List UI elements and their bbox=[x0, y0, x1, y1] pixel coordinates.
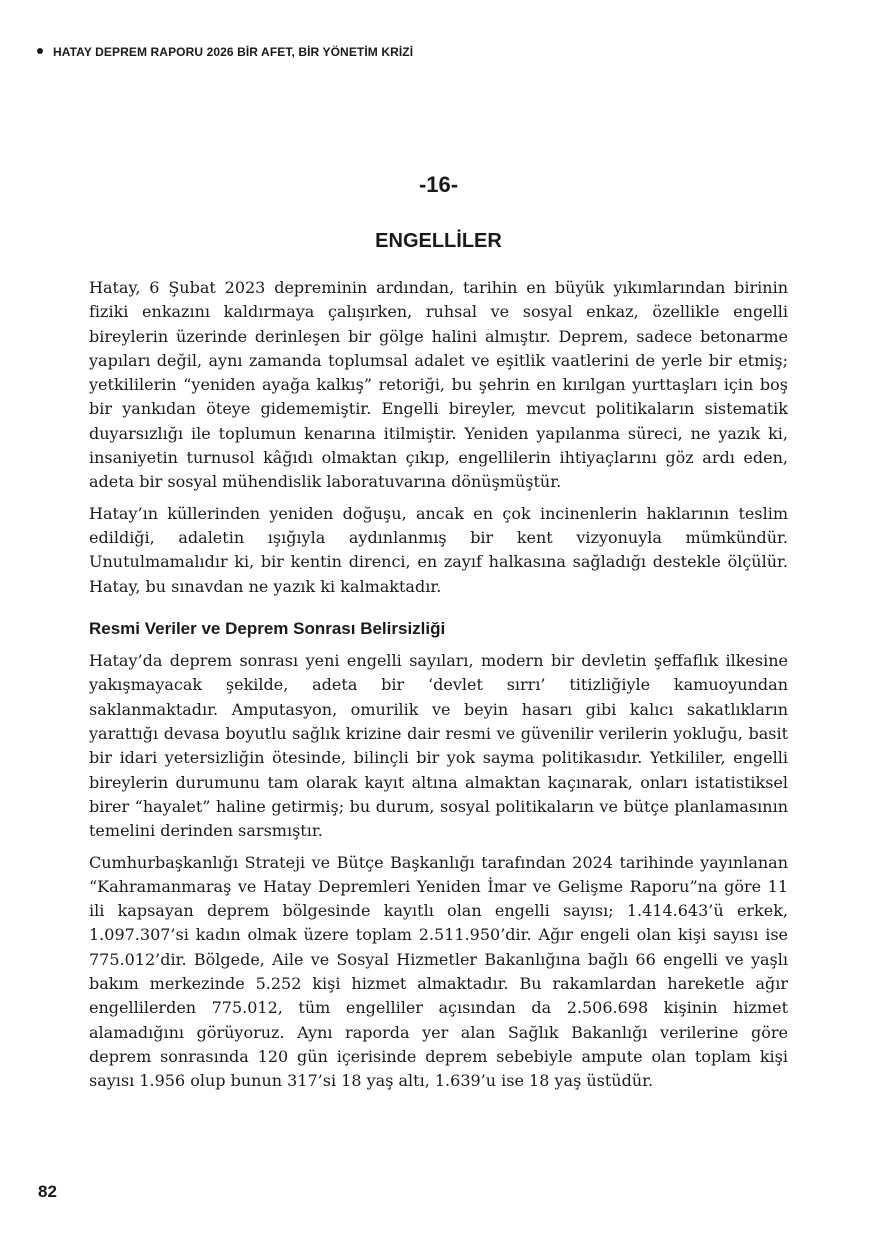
paragraph: Cumhurbaşkanlığı Strateji ve Bütçe Başkanlığı tarafından 2024 tarihinde yayınlanan “Kahramanmaraş ve Hatay Depremleri Yeniden İmar ve Gelişme Raporu”na göre 11 ili kapsayan deprem bölgesinde kayıtlı olan engelli sayısı; 1.414.643’ü erkek, 1.097.307’si kadın olmak üzere toplam 2.511.950’dir. Ağır engeli olan kişi sayısı ise 775.012’dir. Bölgede, Aile ve Sosyal Hizmetler Bakanlığına bağlı 66 engelli ve yaşlı bakım merkezinde 5.252 kişi hizmet almaktadır. Bu rakamlardan hareketle ağır engellilerden 775.012, tüm engelliler açısından da 2.506.698 kişinin hizmet alamadığını görüyoruz. Aynı raporda yer alan Sağlık Bakanlığı verilerine göre deprem sonrasında 120 gün içerisinde deprem sebebiyle ampute olan toplam kişi sayısı 1.956 olup bunun 317’si 18 yaş altı, 1.639’u ise 18 yaş üstüdür. bbox=[89, 852, 788, 1091]
paragraph: Hatay’ın küllerinden yeniden doğuşu, ancak en çok incinenlerin haklarının teslim edildiği, adaletin ışığıyla aydınlanmış bir kent vizyonuyla mümkündür. Unutulmamalıdır ki, bir kentin direnci, en zayıf halkasına sağladığı destekle ölçülür. Hatay, bu sınavdan ne yazık ki kalmaktadır. bbox=[89, 503, 788, 596]
paragraph: Hatay’da deprem sonrası yeni engelli sayıları, modern bir devletin şeffaflık ilkesine yakışmayacak şekilde, adeta bir ‘devlet sırrı’ titizliğiyle kamuoyundan saklanmaktadır. Amputasyon, omurilik ve beyin hasarı gibi kalıcı sakatlıkların yarattığı devasa boyutlu sağlık krizine dair resmi ve güvenilir verilerin yokluğu, basit bir idari yetersizliğin ötesinde, bilinçli bir yok sayma politikasıdır. Yetkililer, engelli bireylerin durumunu tam olarak kayıt altına almaktan kaçınarak, onları istatistiksel birer “hayalet” haline getirmiş; bu durum, sosyal politikaların ve bütçe planlamasının temelini derinden sarsmıştır. bbox=[89, 651, 788, 841]
running-title: HATAY DEPREM RAPORU 2026 BİR AFET, BİR YÖNETİM KRİZİ bbox=[53, 45, 414, 59]
chapter-number: -16- bbox=[418, 172, 459, 197]
bullet-icon bbox=[37, 48, 43, 54]
page-number: 82 bbox=[38, 1182, 57, 1201]
running-header bbox=[37, 45, 413, 59]
chapter-title: ENGELLİLER bbox=[375, 230, 502, 252]
section-heading: Resmi Veriler ve Deprem Sonrası Belirsizliği bbox=[89, 618, 446, 638]
page-body bbox=[89, 276, 788, 1101]
paragraph: Hatay, 6 Şubat 2023 depreminin ardından, tarihin en büyük yıkımlarından birinin fiziki enkazını kaldırmaya çalışırken, ruhsal ve sosyal enkaz, özellikle engelli bireylerin üzerinde derinleşen bir gölge halini almıştır. Deprem, sadece betonarme yapıları değil, aynı zamanda toplumsal adalet ve eşitlik vaatlerini de yerle bir etmiş; yetkililerin “yeniden ayağa kalkış” retoriği, bu şehrin en kırılgan yurttaşları için boş bir yankıdan öteye gidememiştir. Engelli bireyler, mevcut politikaların sistematik duyarsızlığı ile toplumun kenarına itilmiştir. Yeniden yapılanma süreci, ne yazık ki, insaniyetin turnusol kâğıdı olmaktan çıkıp, engellilerin ihtiyaçlarını göz ardı eden, adeta bir sosyal mühendislik laboratuvarına dönüşmüştür. bbox=[89, 278, 788, 492]
